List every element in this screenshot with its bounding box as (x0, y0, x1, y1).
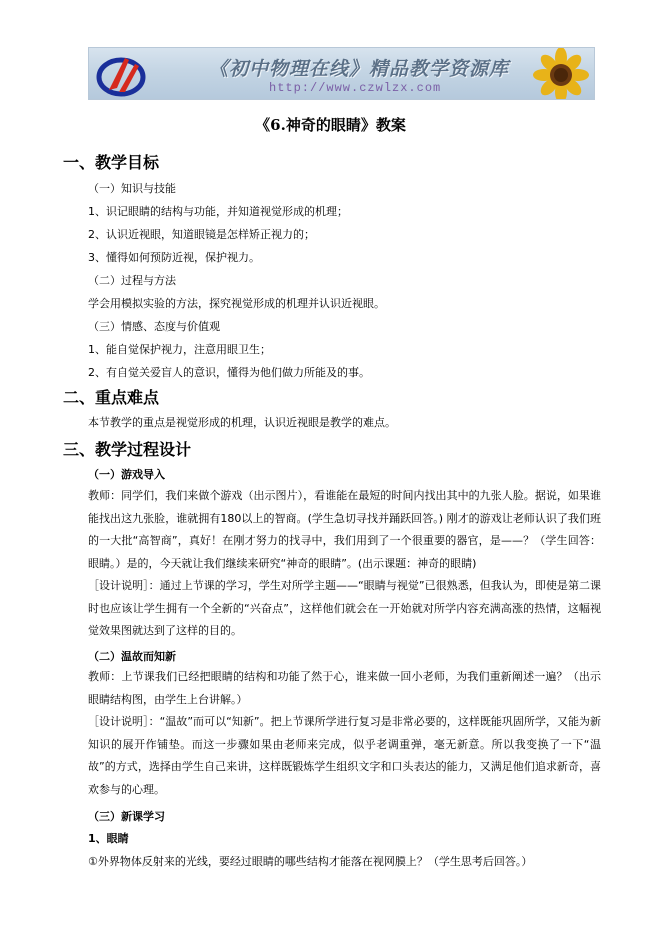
paragraph-design-note-1: ［设计说明］：通过上节课的学习，学生对所学主题——“眼睛与视觉”已很熟悉，但我认为，即使是第二课时也应该让学生拥有一个全新的“兴奋点”，这样他们就会在一开始就对所学内容充满高涨的热情，这幅视觉效果图就达到了这样的目的。 (88, 579, 601, 637)
paragraph-review: 教师：上节课我们已经把眼睛的结构和功能了然于心，谁来做一回小老师，为我们重新阐述一遍？（出示眼睛结构图，由学生上台讲解。） (88, 670, 601, 706)
section-heading-process: 三、教学过程设计 (63, 440, 192, 459)
objective-item: 1、识记眼睛的结构与功能，并知道视觉形成的机理； (88, 205, 348, 218)
subheading-review: （二）温故而知新 (88, 650, 176, 663)
banner-url: http://www.czwlzx.com (269, 81, 442, 95)
header-banner (88, 47, 595, 100)
section-heading-objectives: 一、教学目标 (63, 153, 160, 172)
objective-item: 学会用模拟实验的方法，探究视觉形成的机理并认识近视眼。 (88, 297, 385, 310)
paragraph-design-note-2: ［设计说明］：“温故”而可以“知新”。把上节课所学进行复习是非常必要的，这样既能巩固所学，又能为新知识的展开作铺垫。而这一步骤如果由老师来完成，似乎老调重弹，毫无新意。所以我变换了一下“温故”的方式，选择由学生自己来讲，这样既锻炼学生组织文字和口头表达的能力，又满足他们追求新奇，喜欢参与的心理。 (88, 715, 601, 796)
subheading-new-lesson: （三）新课学习 (88, 810, 165, 823)
subheading-game-intro: （一）游戏导入 (88, 468, 165, 481)
section-heading-key-points: 二、重点难点 (63, 388, 160, 407)
objective-item: 3、懂得如何预防近视，保护视力。 (88, 251, 260, 264)
objective-item: 1、能自觉保护视力，注意用眼卫生； (88, 343, 271, 356)
key-points-text: 本节教学的重点是视觉形成的机理，认识近视眼是教学的难点。 (88, 416, 396, 429)
banner-title: 《初中物理在线》精品教学资源库 (209, 58, 510, 80)
objective-item: 2、认识近视眼，知道眼镜是怎样矫正视力的； (88, 228, 315, 241)
sunflower-image (530, 48, 592, 100)
site-logo (95, 52, 155, 98)
subheading-knowledge: （一）知识与技能 (88, 182, 176, 195)
question-text: ①外界物体反射来的光线，要经过眼睛的哪些结构才能落在视网膜上？（学生思考后回答。） (88, 855, 533, 868)
subheading-attitude: （三）情感、态度与价值观 (88, 320, 220, 333)
document-title: 《6.神奇的眼睛》教案 (255, 116, 406, 134)
subheading-process: （二）过程与方法 (88, 274, 176, 287)
paragraph-game-intro: 教师：同学们，我们来做个游戏（出示图片），看谁能在最短的时间内找出其中的九张人脸。据说，如果谁能找出这九张脸，谁就拥有180以上的智商。(学生急切寻找并踊跃回答。) 刚才的游戏让老师认识了我们班的一大批“高智商”，真好！在刚才努力的找寻中，我们用到了一个很重要的器官，是——？（学生回答：眼睛。）是的，今天就让我们继续来研究“神奇的眼睛”。(出示课题：神奇的眼睛) (88, 489, 601, 570)
subheading-eye: 1、眼睛 (88, 832, 129, 845)
objective-item: 2、有自觉关爱盲人的意识，懂得为他们做力所能及的事。 (88, 366, 370, 379)
